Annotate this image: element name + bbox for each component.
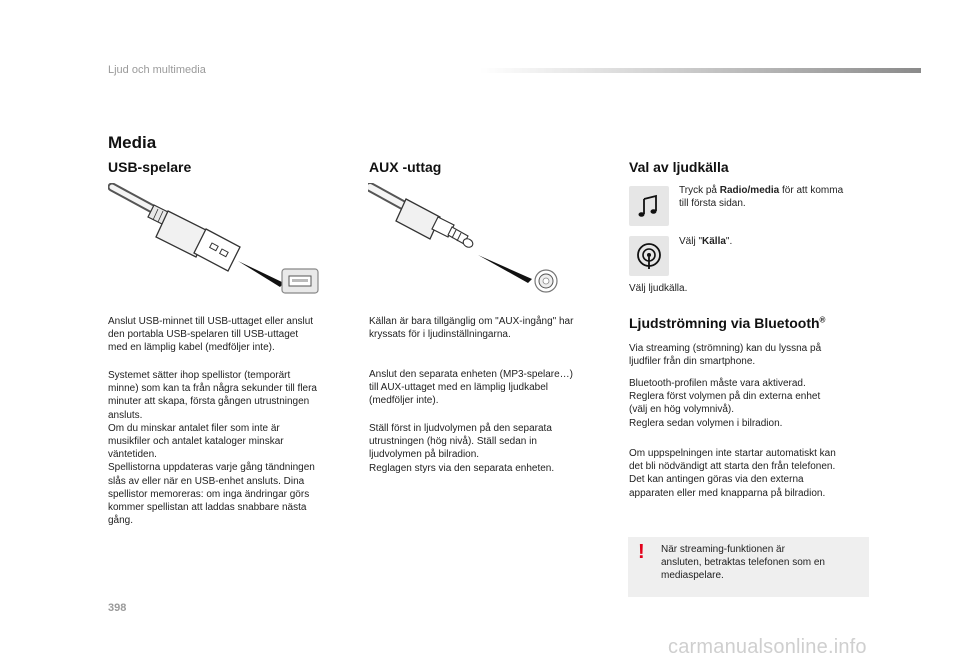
page-number: 398	[108, 602, 127, 614]
warning-text: När streaming-funktionen är ansluten, betraktas telefonen som en mediaspelare.	[661, 544, 825, 582]
header-rule	[480, 68, 921, 73]
usb-heading: USB-spelare	[108, 159, 192, 175]
bluetooth-paragraph-3: Om uppspelningen inte startar automatiskt kan det bli nödvändigt att starta den från telefonen. Det kan antingen göras via den externa apparaten eller med knapparna på bilradion.	[629, 448, 836, 499]
aux-paragraph-1: Källan är bara tillgänglig om "AUX-ingång" har kryssats för i ljudinställningarna.	[369, 316, 574, 341]
source-step-1: Tryck på Radio/media för att komma till första sidan.	[679, 185, 844, 210]
warning-icon: !	[638, 541, 645, 563]
aux-illustration	[368, 183, 568, 298]
usb-paragraph-1: Anslut USB-minnet till USB-uttaget eller anslut den portabla USB-spelaren till USB-uttaget med en lämplig kabel (medföljer inte).	[108, 316, 314, 354]
header-title: Ljud och multimedia	[108, 64, 206, 76]
bluetooth-heading: Ljudströmning via Bluetooth®	[629, 315, 826, 331]
usb-illustration	[108, 183, 328, 298]
section-title: Media	[108, 133, 157, 152]
aux-paragraph-3: Ställ först in ljudvolymen på den separata utrustningen (hög nivå). Ställ sedan in ljudvolymen på bilradion. Reglagen styrs via den separata enheten.	[369, 423, 555, 474]
watermark: carmanualsonline.info	[668, 636, 867, 658]
source-signal-icon	[629, 236, 669, 276]
usb-paragraph-2: Systemet sätter ihop spellistor (temporärt minne) som kan ta från några sekunder till flera minuter att skapa, första gången utrustningen ansluts. Om du minskar antalet filer som inte är musikfiler och antalet kataloger minskar väntetiden. Spellistorna uppdateras varje gång tändningen slås av eller när en USB-enhet ansluts. Dina spellistor memoreras: om inga ändringar görs kommer spellistan att laddas snabbare nästa gång.	[108, 370, 317, 527]
source-heading: Val av ljudkälla	[629, 159, 729, 175]
bluetooth-paragraph-2: Bluetooth-profilen måste vara aktiverad. Reglera först volymen på din externa enhet (välj en hög volymnivå). Reglera sedan volymen i bilradion.	[629, 378, 821, 429]
aux-heading: AUX -uttag	[369, 159, 442, 175]
aux-paragraph-2: Anslut den separata enheten (MP3-spelare…) till AUX-uttaget med en lämplig ljudkabel (medföljer inte).	[369, 369, 574, 407]
music-note-icon	[629, 186, 669, 226]
bluetooth-paragraph-1: Via streaming (strömning) kan du lyssna på ljudfiler från din smartphone.	[629, 343, 822, 368]
source-note: Välj ljudkälla.	[629, 283, 688, 294]
source-step-2: Välj "Källa".	[679, 236, 733, 247]
